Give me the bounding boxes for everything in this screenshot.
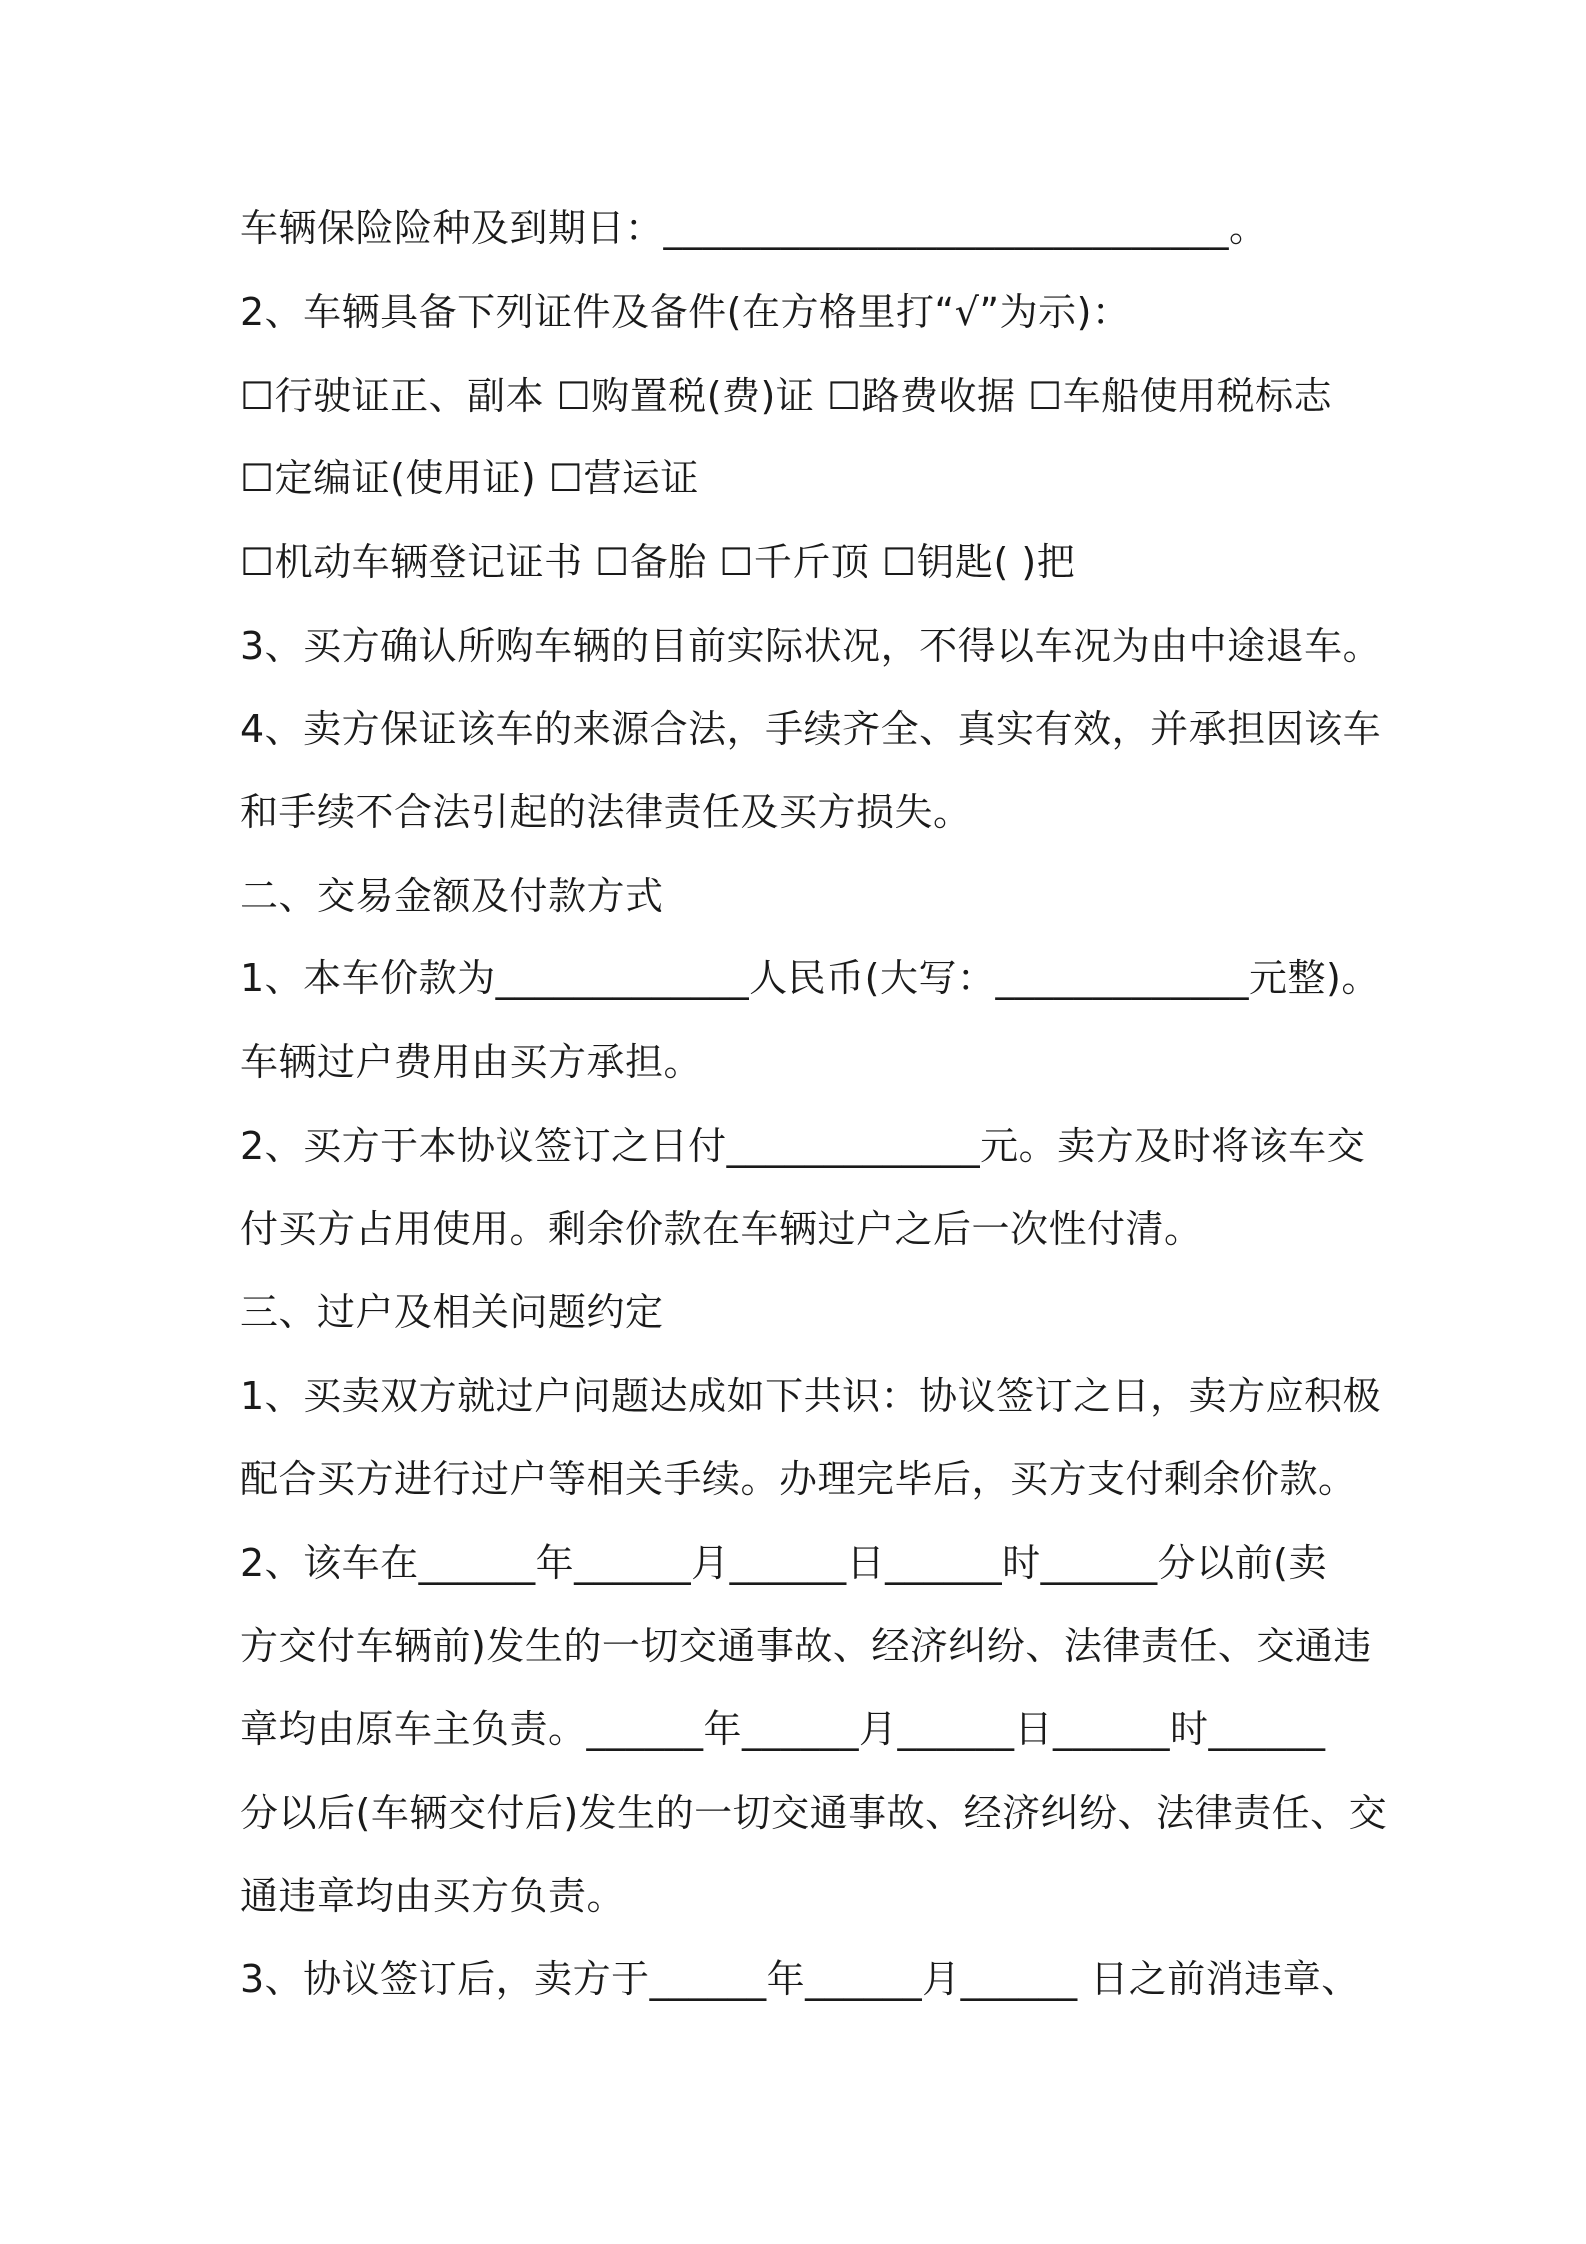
transfer-clause-2: 2、该车在______年______月______日______时______分以前(卖 xyxy=(240,1541,1328,1585)
price-clause: 1、本车价款为_____________人民币(大写：_____________元整)。 xyxy=(240,956,1380,1000)
transfer-clause-2-cont-3: 分以后(车辆交付后)发生的一切交通事故、经济纠纷、法律责任、交 xyxy=(240,1791,1388,1835)
transfer-clause-1-cont: 配合买方进行过户等相关手续。办理完毕后，买方支付剩余价款。 xyxy=(240,1457,1357,1501)
transfer-clause-1: 1、买卖双方就过户问题达成如下共识：协议签订之日，卖方应积极 xyxy=(240,1374,1382,1418)
transfer-clause-2-cont-2: 章均由原车主负责。______年______月______日______时______ xyxy=(240,1707,1326,1751)
payment-clause: 2、买方于本协议签订之日付_____________元。卖方及时将该车交 xyxy=(240,1124,1366,1168)
transfer-clause-2-cont-4: 通违章均由买方负责。 xyxy=(240,1874,626,1918)
insurance-expiry-line: 车辆保险险种及到期日：_____________________________。 xyxy=(240,206,1268,250)
transfer-clause-2-cont-1: 方交付车辆前)发生的一切交通事故、经济纠纷、法律责任、交通违 xyxy=(240,1624,1372,1668)
checkbox-list-row-2: ☐定编证(使用证) ☐营运证 xyxy=(240,456,699,500)
transfer-clause-3: 3、协议签订后，卖方于______年______月______ 日之前消违章、 xyxy=(240,1957,1360,2001)
clause-3-text: 3、买方确认所购车辆的目前实际状况，不得以车况为由中途退车。 xyxy=(240,624,1382,668)
checkbox-list-row-3: ☐机动车辆登记证书 ☐备胎 ☐千斤顶 ☐钥匙( )把 xyxy=(240,540,1076,584)
checkbox-list-row-1: ☐行驶证正、副本 ☐购置税(费)证 ☐路费收据 ☐车船使用税标志 xyxy=(240,374,1333,418)
transfer-fee-text: 车辆过户费用由买方承担。 xyxy=(240,1040,703,1084)
clause-4-text: 4、卖方保证该车的来源合法，手续齐全、真实有效，并承担因该车 xyxy=(240,707,1382,751)
documents-clause-heading: 2、车辆具备下列证件及备件(在方格里打“√”为示)： xyxy=(240,290,1131,334)
section-heading-transfer: 三、过户及相关问题约定 xyxy=(240,1290,664,1334)
clause-4-text-cont: 和手续不合法引起的法律责任及买方损失。 xyxy=(240,790,972,834)
payment-clause-cont: 付买方占用使用。剩余价款在车辆过户之后一次性付清。 xyxy=(240,1207,1203,1251)
section-heading-payment: 二、交易金额及付款方式 xyxy=(240,874,664,918)
